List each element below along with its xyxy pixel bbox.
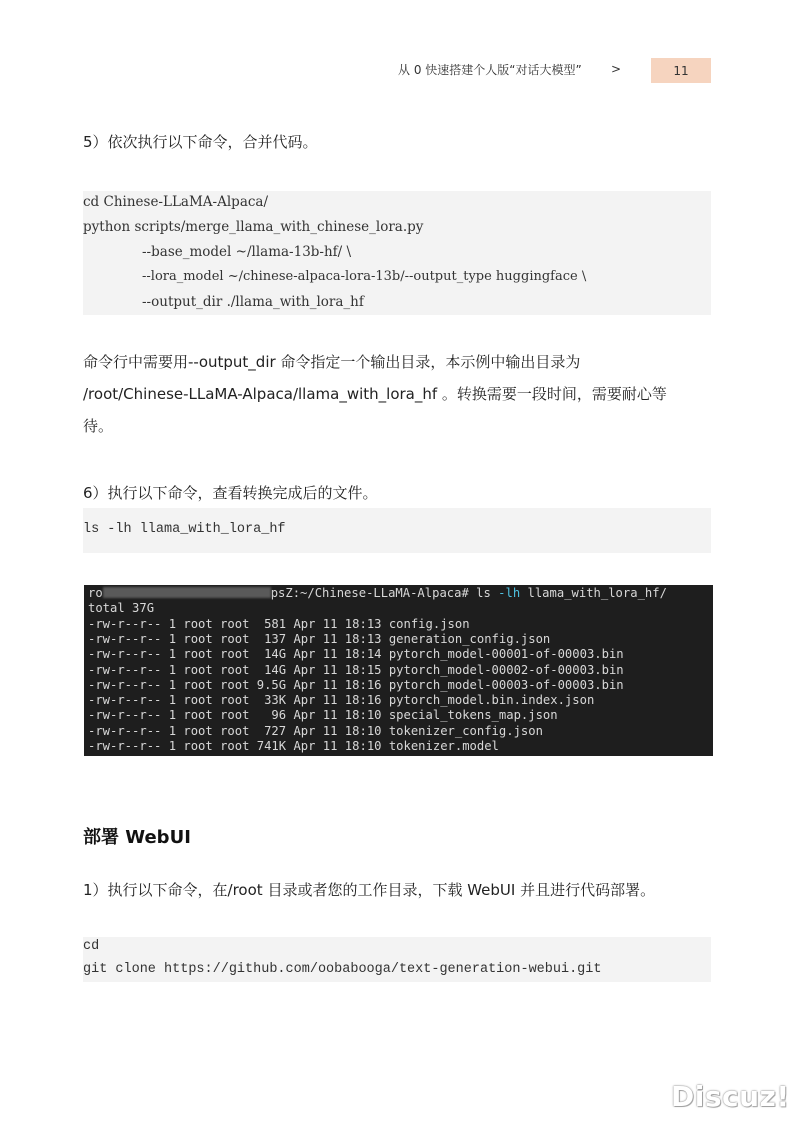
section-heading: 部署 WebUI <box>83 827 191 848</box>
command-arg: llama_with_lora_hf/ <box>520 586 667 600</box>
prompt-start: ro <box>88 586 103 600</box>
header-title: 从 0 快速搭建个人版“对话大模型” <box>398 63 582 77</box>
terminal-row: -rw-r--r-- 1 root root 14G Apr 11 18:14 pytorch_model-00001-of-00003.bin <box>88 647 624 662</box>
terminal-row: -rw-r--r-- 1 root root 14G Apr 11 18:15 pytorch_model-00002-of-00003.bin <box>88 662 624 677</box>
step5-label: 5）依次执行以下命令，合并代码。 <box>83 133 318 151</box>
code-line: cd <box>83 939 100 954</box>
code-line: --base_model ~/llama-13b-hf/ \ <box>142 244 352 260</box>
terminal-total: total 37G <box>88 601 155 616</box>
page-number: 11 <box>673 63 689 78</box>
step5-code-block <box>83 191 711 315</box>
header-arrow: > <box>611 62 622 76</box>
paragraph-line-3: 待。 <box>83 417 114 435</box>
terminal-row: -rw-r--r-- 1 root root 137 Apr 11 18:13 generation_config.json <box>88 631 551 646</box>
webui-step1-code-block <box>83 937 711 982</box>
terminal-prompt-line <box>88 586 667 601</box>
terminal-screenshot <box>84 585 713 756</box>
terminal-row: -rw-r--r-- 1 root root 9.5G Apr 11 18:16 pytorch_model-00003-of-00003.bin <box>88 677 624 692</box>
terminal-row: -rw-r--r-- 1 root root 727 Apr 11 18:10 tokenizer_config.json <box>88 723 543 738</box>
paragraph-line-1: 命令行中需要用--output_dir 命令指定一个输出目录，本示例中输出目录为 <box>83 353 581 371</box>
code-line: python scripts/merge_llama_with_chinese_lora.py <box>83 219 424 235</box>
code-line: --lora_model ~/chinese-alpaca-lora-13b/--output_type huggingface \ <box>142 269 587 284</box>
watermark-logo: Discuz! <box>671 1080 790 1113</box>
redacted-hostname <box>103 587 271 598</box>
terminal-row: -rw-r--r-- 1 root root 96 Apr 11 18:10 special_tokens_map.json <box>88 708 558 723</box>
code-line: git clone https://github.com/oobabooga/text-generation-webui.git <box>83 962 602 977</box>
code-line: --output_dir ./llama_with_lora_hf <box>142 294 364 310</box>
step6-code-block <box>83 508 711 553</box>
terminal-row: -rw-r--r-- 1 root root 741K Apr 11 18:10 tokenizer.model <box>88 739 499 753</box>
terminal-row: -rw-r--r-- 1 root root 581 Apr 11 18:13 config.json <box>88 616 470 631</box>
terminal-row: -rw-r--r-- 1 root root 33K Apr 11 18:16 pytorch_model.bin.index.json <box>88 693 595 708</box>
command-flag: -lh <box>498 586 521 600</box>
code-line: cd Chinese-LLaMA-Alpaca/ <box>83 194 269 210</box>
code-line: ls -lh llama_with_lora_hf <box>83 522 286 537</box>
webui-step1-label: 1）执行以下命令，在/root 目录或者您的工作目录，下载 WebUI 并且进行代码部署。 <box>83 881 656 899</box>
step6-label: 6）执行以下命令，查看转换完成后的文件。 <box>83 484 378 502</box>
paragraph-line-2: /root/Chinese-LLaMA-Alpaca/llama_with_lora_hf 。转换需要一段时间，需要耐心等 <box>83 385 667 403</box>
prompt-end: psZ:~/Chinese-LLaMA-Alpaca# ls <box>270 586 499 600</box>
page-number-badge <box>651 58 711 83</box>
